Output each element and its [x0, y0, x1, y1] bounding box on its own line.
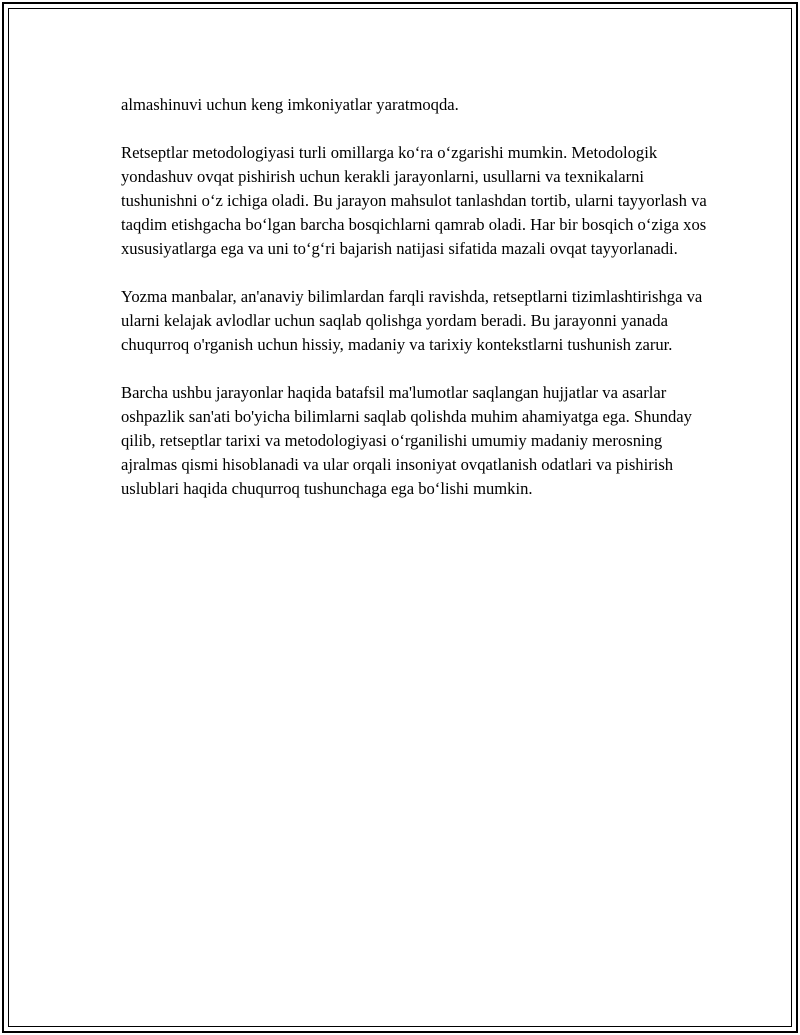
paragraph: Yozma manbalar, an'anaviy bilimlardan farqli ravishda, retseptlarni tizimlashtirishga va ularni kelajak avlodlar uchun saqlab qolishga yordam beradi. Bu jarayonni yanada chuqurroq o'rganish uchun hissiy, madaniy va tarixiy kontekstlarni tushunish zarur.: [121, 287, 703, 354]
document-body: [121, 93, 711, 501]
paragraph: Retseptlar metodologiyasi turli omillarga koʻra oʻzgarishi mumkin. Metodologik yondashuv ovqat pishirish uchun kerakli jarayonlarni, usullarni va texnikalarni tushunishni oʻz ichiga oladi. Bu jarayon mahsulot tanlashdan tortib, ularni tayyorlash va taqdim etishgacha boʻlgan barcha bosqichlarni qamrab oladi. Har bir bosqich oʻziga xos xususiyatlarga ega va uni toʻgʻri bajarish natijasi sifatida mazali ovqat tayyorlanadi.: [121, 143, 707, 258]
paragraph: almashinuvi uchun keng imkoniyatlar yaratmoqda.: [121, 95, 459, 114]
document-page: [2, 2, 798, 1033]
paragraph: Barcha ushbu jarayonlar haqida batafsil ma'lumotlar saqlangan hujjatlar va asarlar oshpazlik san'ati bo'yicha bilimlarni saqlab qolishda muhim ahamiyatga ega. Shunday qilib, retseptlar tarixi va metodologiyasi oʻrganilishi umumiy madaniy merosning ajralmas qismi hisoblanadi va ular orqali insoniyat ovqatlanish odatlari va pishirish uslublari haqida chuqurroq tushunchaga ega boʻlishi mumkin.: [121, 383, 692, 498]
